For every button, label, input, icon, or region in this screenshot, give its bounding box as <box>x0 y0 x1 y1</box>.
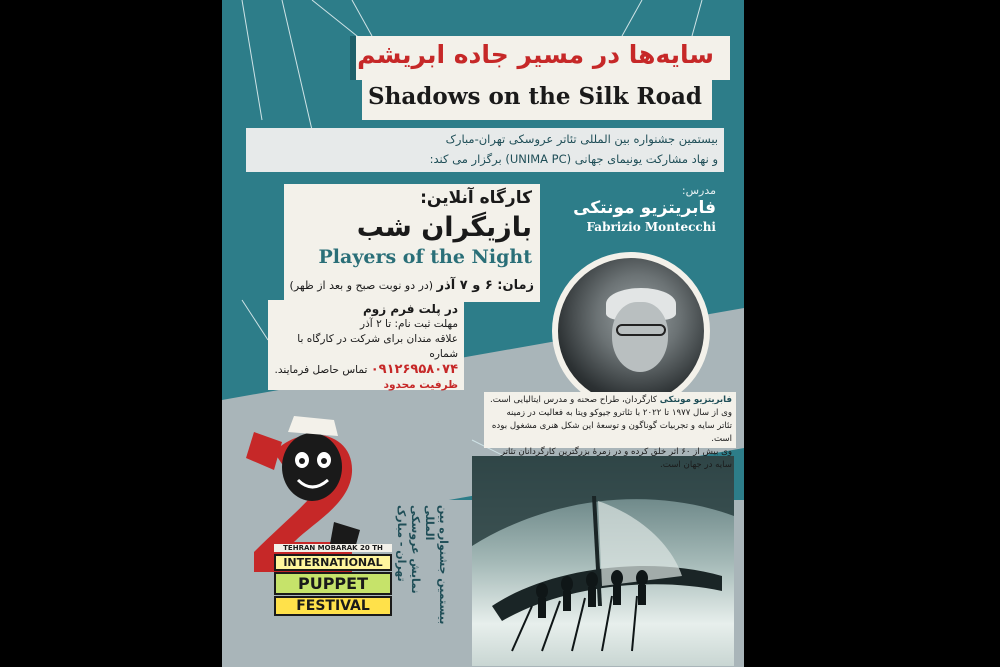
festival-vertical-line-2: نمایش عروسکی تهران - مبارک <box>395 505 422 594</box>
workshop-title-en: Players of the Night <box>318 246 532 268</box>
phone-number: ۰۹۱۲۶۹۵۸۰۷۴ <box>370 362 458 377</box>
festival-tagline: TEHRAN MOBARAK 20 TH <box>274 544 392 552</box>
festival-festival: FESTIVAL <box>274 596 392 616</box>
contact-text: تماس حاصل فرمایند. <box>274 364 368 376</box>
festival-wordmark <box>274 544 392 634</box>
boat-silhouette-icon <box>472 456 734 666</box>
poster <box>222 0 744 667</box>
festival-international: INTERNATIONAL <box>274 554 392 571</box>
bio-name: فابریتزیو مونتکی <box>659 395 732 405</box>
bio-line-1: کارگردان، طراح صحنه و مدرس ایتالیایی است. <box>490 395 658 405</box>
teacher-name-fa: فابریتزیو مونتکی <box>573 198 716 218</box>
teacher-photo-face <box>612 302 668 372</box>
workshop-time-note: (در دو نوبت صبح و بعد از ظهر) <box>289 279 434 292</box>
teacher-photo-glasses <box>616 324 666 336</box>
teacher-name-en: Fabrizio Montecchi <box>586 220 716 234</box>
deadline-text: مهلت ثبت نام: تا ۲ آذر <box>360 318 458 330</box>
festival-vertical-text <box>390 505 450 625</box>
intro-line-2: و نهاد مشارکت یونیمای جهانی (UNIMA PC) برگزار می کند: <box>429 152 718 166</box>
bio-line-4: وی بیش از ۶۰ اثر خلق کرده و در زمرهٔ بزرگترین کارگردانان تئاتر سایه در جهان است. <box>500 447 732 470</box>
intro-text <box>252 129 718 169</box>
festival-puppet: PUPPET <box>274 572 392 595</box>
shadow-theatre-photo <box>472 456 734 666</box>
bio-text <box>488 394 732 472</box>
teacher-label: مدرس: <box>681 184 716 197</box>
workshop-time <box>284 278 534 293</box>
bio-line-2: وی از سال ۱۹۷۷ تا ۲۰۲۲ با تئاترو جیوکو ویتا به فعالیت در زمینه <box>506 408 732 418</box>
workshop-title-fa: بازیگران شب <box>356 212 532 243</box>
bio-line-3: تئاتر سایه و تجربیات گوناگون و توسعهٔ این شکل هنری مشغول بوده است. <box>491 421 732 444</box>
festival-vertical-line-1: بیستمین جشنواره بین المللی <box>423 505 450 625</box>
workshop-label: کارگاه آنلاین: <box>420 188 532 208</box>
teacher-photo <box>552 252 710 410</box>
platform-text: در پلت فرم زوم <box>363 302 458 316</box>
info-text <box>268 302 458 393</box>
workshop-time-label: زمان: ۶ و ۷ آذر <box>436 278 534 293</box>
intro-line-1: بیستمین جشنواره بین المللی تئاتر عروسکی تهران-مبارک <box>445 132 718 146</box>
register-text: علاقه مندان برای شرکت در کارگاه با شماره <box>297 333 458 360</box>
page-title-fa: سایه‌ها در مسیر جاده ابریشم <box>357 40 714 69</box>
page-title-en: Shadows on the Silk Road <box>368 83 702 110</box>
capacity-text: ظرفیت محدود <box>383 379 458 391</box>
